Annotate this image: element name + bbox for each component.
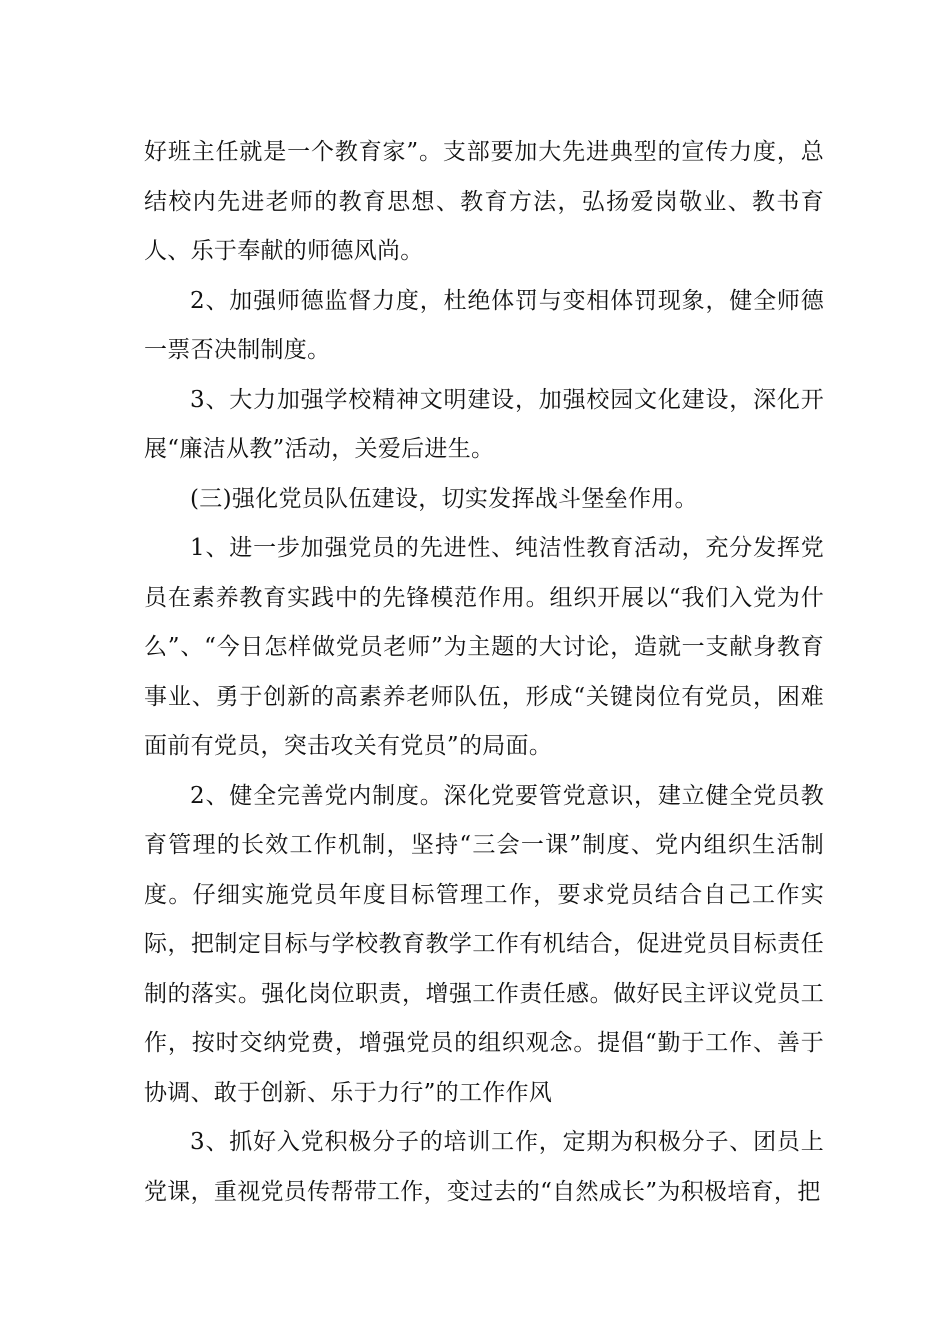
section-heading-3: (三)强化党员队伍建设，切实发挥战斗堡垒作用。 [190, 485, 698, 512]
paragraph-item-1-party-education: 1、进一步加强党员的先进性、纯洁性教育活动，充分发挥党员在素养教育实践中的先锋模范作用。组织开展以“我们入党为什么”、“今日怎样做党员老师”为主题的大讨论，造就一支献身教育事业、勇于创新的高素养老师队伍，形成“关键岗位有党员，困难面前有党员，突击攻关有党员”的局面。 [144, 535, 824, 759]
paragraph-continuation: 好班主任就是一个教育家”。支部要加大先进典型的宣传力度，总结校内先进老师的教育思想、教育方法，弘扬爱岗敬业、教书育人、乐于奉献的师德风尚。 [144, 139, 824, 264]
paragraph-item-3-campus-culture: 3、大力加强学校精神文明建设，加强校园文化建设，深化开展“廉洁从教”活动，关爱后进生。 [144, 386, 824, 462]
paragraph-item-2-ethics-supervision: 2、加强师德监督力度，杜绝体罚与变相体罚现象，健全师德一票否决制制度。 [144, 287, 824, 363]
paragraph-item-3-activist-training: 3、抓好入党积极分子的培训工作，定期为积极分子、团员上党课，重视党员传帮带工作，变过去的“自然成长”为积极培育，把 [144, 1129, 824, 1205]
document-body [144, 128, 824, 1217]
paragraph-item-2-party-system: 2、健全完善党内制度。深化党要管党意识，建立健全党员教育管理的长效工作机制，坚持“三会一课”制度、党内组织生活制度。仔细实施党员年度目标管理工作，要求党员结合自己工作实际，把制定目标与学校教育教学工作有机结合，促进党员目标责任制的落实。强化岗位职责，增强工作责任感。做好民主评议党员工作，按时交纳党费，增强党员的组织观念。提倡“勤于工作、善于协调、敢于创新、乐于力行”的工作作风 [144, 782, 824, 1106]
